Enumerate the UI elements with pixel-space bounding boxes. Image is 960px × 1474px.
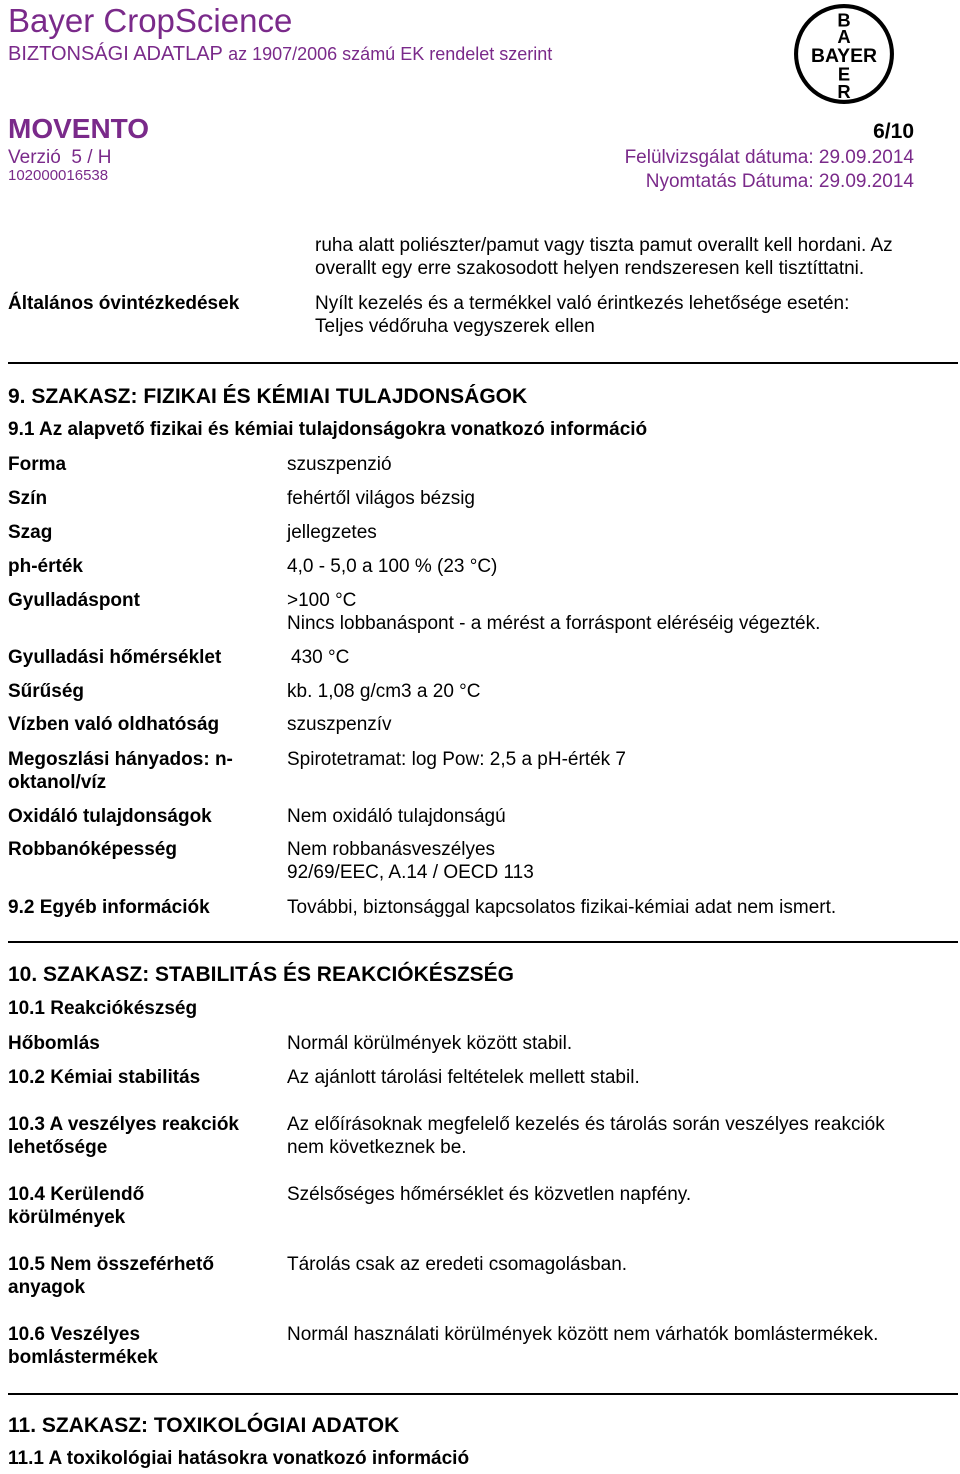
svg-text:B: B <box>837 9 851 31</box>
document-subtitle <box>8 43 552 66</box>
version-label: Verzió <box>8 147 61 168</box>
property-value-note: Nincs lobbanáspont - a mérést a forráspont eléréséig végezték. <box>287 613 821 634</box>
property-label: Vízben való oldhatóság <box>8 714 220 735</box>
property-label: Gyulladási hőmérséklet <box>8 647 222 668</box>
property-label: Forma <box>8 454 67 475</box>
property-label: Szín <box>8 488 48 509</box>
section10-3-label-cont: lehetősége <box>8 1137 108 1158</box>
section10-title: 10. SZAKASZ: STABILITÁS ÉS REAKCIÓKÉSZSÉG <box>8 963 514 986</box>
section9-2-title: 9.2 Egyéb információk <box>8 897 210 918</box>
property-label: ph-érték <box>8 556 83 577</box>
section-divider <box>8 362 958 364</box>
regulation: az 1907/2006 számú EK rendelet szerint <box>228 44 553 64</box>
page-number: 6/10 <box>873 120 914 143</box>
section9-title: 9. SZAKASZ: FIZIKAI ÉS KÉMIAI TULAJDONSÁGOK <box>8 385 528 408</box>
section10-3-value: Az előírásoknak megfelelő kezelés és tárolás során veszélyes reakciók <box>287 1114 885 1135</box>
svg-text:A: A <box>837 25 851 47</box>
revision-date: Felülvizsgálat dátuma: 29.09.2014 <box>624 147 914 168</box>
section10-5-value: Tárolás csak az eredeti csomagolásban. <box>287 1254 628 1275</box>
general-precautions-line1: Nyílt kezelés és a termékkel való érintkezés lehetősége esetén: <box>315 293 850 314</box>
property-value: 4,0 - 5,0 a 100 % (23 °C) <box>287 556 498 577</box>
decomposition-value: Normál körülmények között stabil. <box>287 1033 573 1054</box>
section10-4-label: 10.4 Kerülendő <box>8 1184 145 1205</box>
section10-6-value: Normál használati körülmények között nem várhatók bomlástermékek. <box>287 1324 879 1345</box>
property-value: Nem oxidáló tulajdonságú <box>287 806 506 827</box>
section11-title: 11. SZAKASZ: TOXIKOLÓGIAI ADATOK <box>8 1414 400 1437</box>
sheet-title: BIZTONSÁGI ADATLAP <box>8 43 223 65</box>
property-value: kb. 1,08 g/cm3 a 20 °C <box>287 681 481 702</box>
section-divider <box>8 941 958 943</box>
section10-4-label-cont: körülmények <box>8 1207 126 1228</box>
logo-text: BAYER <box>811 45 877 68</box>
section10-5-label: 10.5 Nem összeférhető <box>8 1254 214 1275</box>
general-precautions-label: Általános óvintézkedések <box>8 293 240 314</box>
section9-1-title: 9.1 Az alapvető fizikai és kémiai tulajdonságokra vonatkozó információ <box>8 419 648 440</box>
svg-text:E: E <box>837 63 851 85</box>
section9-2-value: További, biztonsággal kapcsolatos fizikai-kémiai adat nem ismert. <box>287 897 837 918</box>
section10-3-label: 10.3 A veszélyes reakciók <box>8 1114 239 1135</box>
property-value: szuszpenzív <box>287 714 392 735</box>
property-label: Gyulladáspont <box>8 590 140 611</box>
property-value: fehértől világos bézsig <box>287 488 475 509</box>
property-value: >100 °C <box>287 590 357 611</box>
section10-3-value-cont: nem következnek be. <box>287 1137 467 1158</box>
section10-5-label-cont: anyagok <box>8 1277 86 1298</box>
property-label: Robbanóképesség <box>8 839 177 860</box>
property-label: Sűrűség <box>8 681 85 702</box>
version-value: 5 <box>71 147 82 168</box>
property-label-cont: oktanol/víz <box>8 772 107 793</box>
general-precautions-line2: Teljes védőruha vegyszerek ellen <box>315 316 595 337</box>
company-name: Bayer CropScience <box>8 2 293 39</box>
product-name: MOVENTO <box>8 113 150 144</box>
section-divider <box>8 1393 958 1395</box>
property-label: Oxidáló tulajdonságok <box>8 806 212 827</box>
decomposition-label: Hőbomlás <box>8 1033 100 1054</box>
property-value: Nem robbanásveszélyes <box>287 839 496 860</box>
section10-2-value: Az ajánlott tárolási feltételek mellett stabil. <box>287 1067 640 1088</box>
section10-6-label: 10.6 Veszélyes <box>8 1324 141 1345</box>
property-value: Spirotetramat: log Pow: 2,5 a pH-érték 7 <box>287 749 626 770</box>
property-value-note: 92/69/EEC, A.14 / OECD 113 <box>287 862 534 883</box>
version-lang: H <box>97 147 112 168</box>
section10-6-label-cont: bomlástermékek <box>8 1347 158 1368</box>
version: Verzió 5 / H <box>8 147 112 168</box>
section10-4-value: Szélsőséges hőmérséklet és közvetlen napfény. <box>287 1184 692 1205</box>
bayer-cross-logo <box>793 3 895 105</box>
property-label: Megoszlási hányados: n- <box>8 749 233 770</box>
section10-1-title: 10.1 Reakciókészség <box>8 998 198 1019</box>
material-code: 102000016538 <box>8 167 109 184</box>
section10-2-label: 10.2 Kémiai stabilitás <box>8 1067 201 1088</box>
protective-clothing-line1: ruha alatt poliészter/pamut vagy tiszta pamut overallt kell hordani. Az <box>315 235 893 256</box>
property-value: szuszpenzió <box>287 454 392 475</box>
property-value: 430 °C <box>291 647 350 668</box>
print-date: Nyomtatás Dátuma: 29.09.2014 <box>645 171 914 192</box>
protective-clothing-line2: overallt egy erre szakosodott helyen rendszeresen kell tisztíttatni. <box>315 258 865 279</box>
property-label: Szag <box>8 522 53 543</box>
svg-text:R: R <box>837 80 851 102</box>
section11-1-title: 11.1 A toxikológiai hatásokra vonatkozó információ <box>8 1448 470 1469</box>
property-value: jellegzetes <box>287 522 377 543</box>
